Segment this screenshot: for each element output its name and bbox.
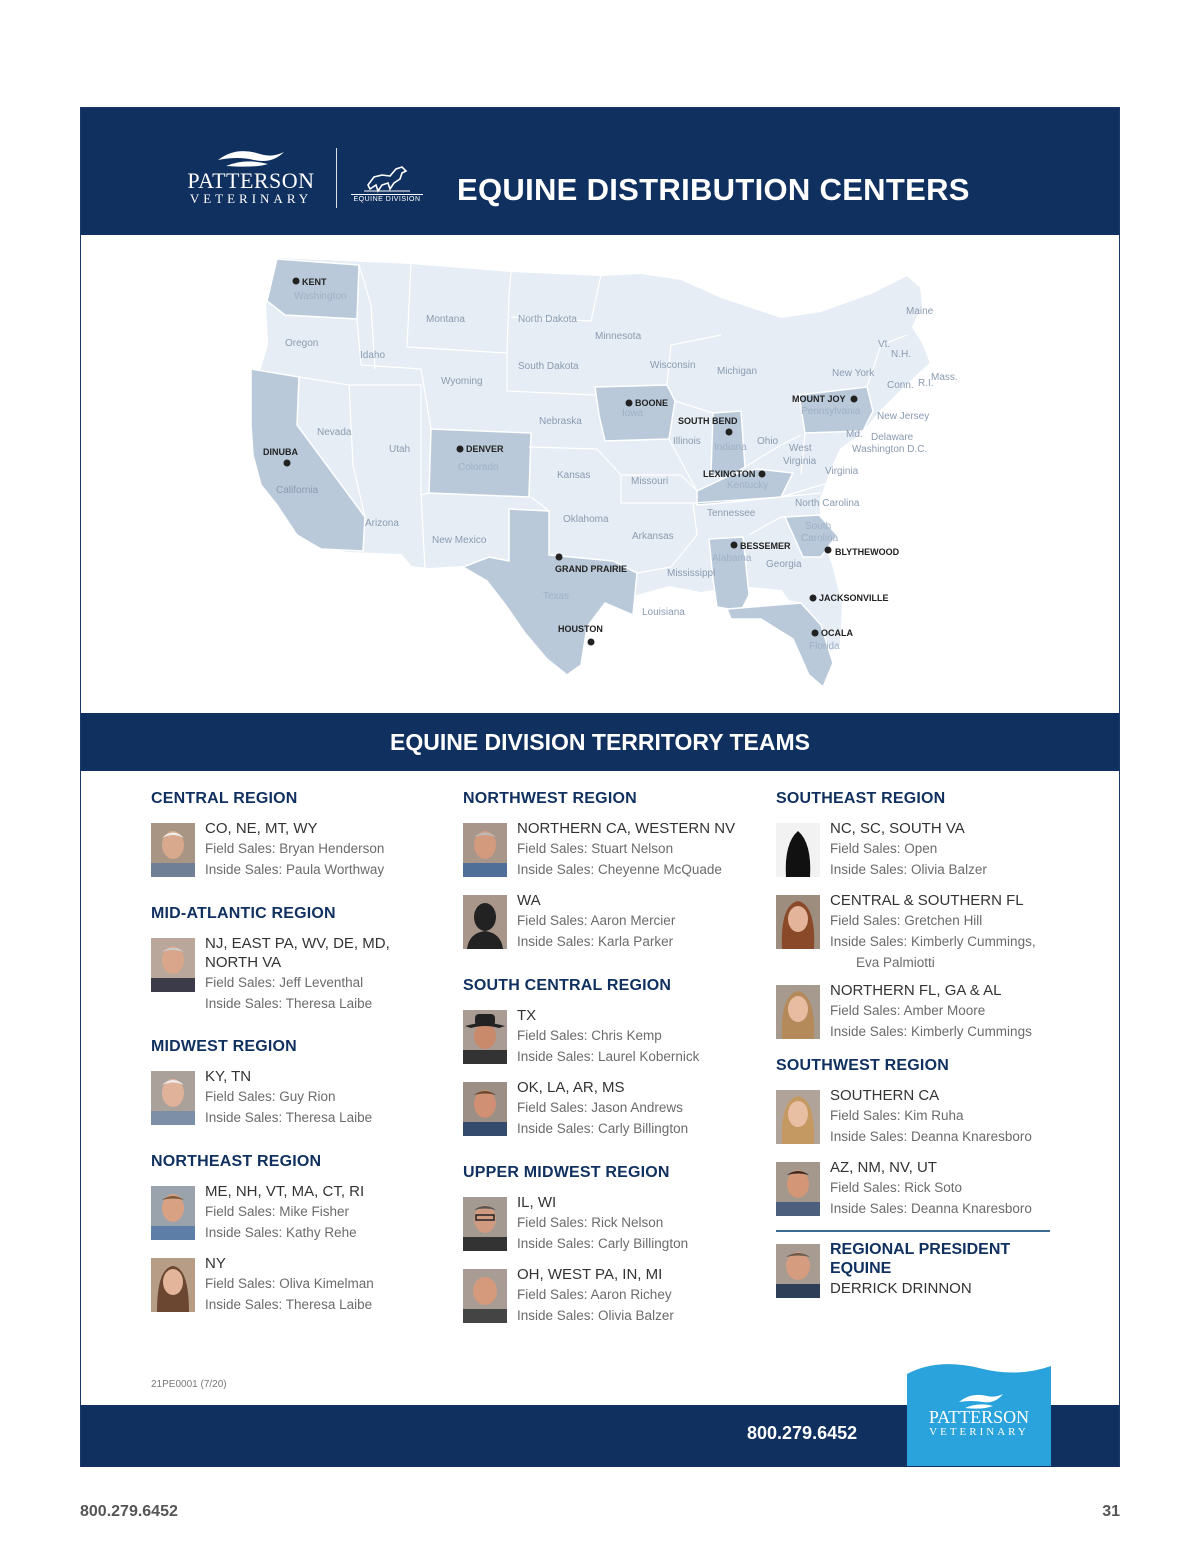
team-entry xyxy=(463,819,763,877)
svg-text:DINUBA: DINUBA xyxy=(263,447,298,457)
svg-text:Montana: Montana xyxy=(426,314,465,325)
brand-subtitle: VETERINARY xyxy=(189,191,313,206)
svg-text:Wisconsin: Wisconsin xyxy=(650,360,696,371)
inside-sales: Inside Sales: Theresa Laibe xyxy=(205,1297,373,1312)
territory: NY xyxy=(205,1255,226,1272)
svg-text:North Carolina: North Carolina xyxy=(795,498,860,509)
inside-sales: Inside Sales: Olivia Balzer xyxy=(830,862,987,877)
footer-phone[interactable]: 800.279.6452 xyxy=(747,1423,858,1443)
inside-sales: Inside Sales: Laurel Kobernick xyxy=(517,1049,700,1064)
form-code: 21PE0001 (7/20) xyxy=(151,1379,227,1390)
placeholder-silhouette xyxy=(463,895,507,949)
svg-text:Washington D.C.: Washington D.C. xyxy=(852,444,928,455)
equine-division-label: EQUINE DIVISION xyxy=(351,194,423,203)
person-photo xyxy=(463,1197,507,1251)
column-middle xyxy=(463,790,763,1337)
inside-sales: Inside Sales: Kimberly Cummings, xyxy=(830,934,1036,949)
svg-text:Michigan: Michigan xyxy=(717,366,758,377)
region-heading: SOUTH CENTRAL REGION xyxy=(463,977,672,994)
region-heading: NORTHWEST REGION xyxy=(463,790,637,807)
team-entry xyxy=(151,1254,451,1312)
svg-text:GRAND PRAIRIE: GRAND PRAIRIE xyxy=(555,564,628,574)
inside-sales: Inside Sales: Carly Billington xyxy=(517,1236,689,1251)
territory: WA xyxy=(517,892,541,909)
field-sales: Field Sales: Chris Kemp xyxy=(517,1028,662,1043)
team-entry xyxy=(776,1158,1076,1216)
person-photo xyxy=(151,938,195,992)
svg-text:New York: New York xyxy=(832,368,875,379)
swoosh-icon xyxy=(216,146,286,168)
svg-text:OCALA: OCALA xyxy=(821,628,853,638)
territory: NC, SC, SOUTH VA xyxy=(830,820,965,837)
person-photo xyxy=(463,1010,507,1064)
svg-text:Indiana: Indiana xyxy=(714,442,747,453)
inside-sales: Inside Sales: Paula Worthway xyxy=(205,862,385,877)
inside-sales: Inside Sales: Carly Billington xyxy=(517,1121,689,1136)
region-heading: SOUTHWEST REGION xyxy=(776,1057,949,1074)
president-entry xyxy=(776,1240,1076,1300)
territory-continued: NORTH VA xyxy=(205,954,282,971)
inside-sales: Inside Sales: Deanna Knaresboro xyxy=(830,1129,1032,1144)
territory: AZ, NM, NV, UT xyxy=(830,1159,937,1176)
team-entry xyxy=(151,1182,451,1240)
field-sales: Field Sales: Gretchen Hill xyxy=(830,913,983,928)
page-number: 31 xyxy=(1102,1503,1120,1520)
region-heading: MIDWEST REGION xyxy=(151,1038,297,1055)
page-title: EQUINE DISTRIBUTION CENTERS xyxy=(457,172,970,207)
inside-sales: Inside Sales: Kimberly Cummings xyxy=(830,1024,1032,1039)
field-sales: Field Sales: Oliva Kimelman xyxy=(205,1276,374,1291)
svg-text:South Dakota: South Dakota xyxy=(518,361,579,372)
team-entry xyxy=(776,1086,1076,1144)
field-sales: Field Sales: Mike Fisher xyxy=(205,1204,350,1219)
team-entry xyxy=(463,1193,763,1251)
flyer-frame xyxy=(80,107,1120,1467)
team-entry xyxy=(776,891,1076,970)
territory: NORTHERN FL, GA & AL xyxy=(830,982,1002,999)
svg-text:LEXINGTON: LEXINGTON xyxy=(703,469,756,479)
territory: SOUTHERN CA xyxy=(830,1087,940,1104)
field-sales: Field Sales: Jason Andrews xyxy=(517,1100,683,1115)
svg-text:Maine: Maine xyxy=(906,306,934,317)
page-phone: 800.279.6452 xyxy=(80,1503,178,1520)
field-sales: Field Sales: Rick Nelson xyxy=(517,1215,664,1230)
svg-text:Oklahoma: Oklahoma xyxy=(563,514,609,525)
person-photo xyxy=(151,1258,195,1312)
team-entry xyxy=(463,1265,763,1323)
placeholder-silhouette xyxy=(776,823,820,877)
inside-sales: Inside Sales: Olivia Balzer xyxy=(517,1308,674,1323)
svg-text:California: California xyxy=(276,485,319,496)
region-heading: NORTHEAST REGION xyxy=(151,1153,322,1170)
president-name: DERRICK DRINNON xyxy=(830,1280,972,1297)
svg-text:Minnesota: Minnesota xyxy=(595,331,642,342)
svg-text:HOUSTON: HOUSTON xyxy=(558,624,603,634)
territory: CENTRAL & SOUTHERN FL xyxy=(830,892,1024,909)
president-title-line2: EQUINE xyxy=(830,1260,892,1277)
svg-text:Idaho: Idaho xyxy=(360,350,386,361)
column-left xyxy=(151,790,451,1326)
territory: CO, NE, MT, WY xyxy=(205,820,318,837)
logo-divider xyxy=(336,148,337,208)
field-sales: Field Sales: Amber Moore xyxy=(830,1003,986,1018)
team-entry xyxy=(776,981,1076,1039)
us-map xyxy=(81,235,1119,713)
inside-sales: Inside Sales: Cheyenne McQuade xyxy=(517,862,722,877)
svg-text:New Jersey: New Jersey xyxy=(877,411,930,422)
person-photo xyxy=(151,1071,195,1125)
svg-text:N.H.: N.H. xyxy=(891,349,911,360)
footer-logo-text xyxy=(907,1408,1051,1438)
svg-text:North Dakota: North Dakota xyxy=(518,314,577,325)
horse-icon xyxy=(360,163,414,193)
svg-text:Nevada: Nevada xyxy=(317,427,352,438)
svg-text:Virginia: Virginia xyxy=(825,466,859,477)
team-entry xyxy=(776,819,1076,877)
distribution-map xyxy=(81,235,1119,713)
svg-text:Pennsylvania: Pennsylvania xyxy=(801,406,861,417)
person-photo xyxy=(463,823,507,877)
inside-sales: Inside Sales: Theresa Laibe xyxy=(205,996,373,1011)
svg-text:Mississippi: Mississippi xyxy=(667,568,716,579)
region-heading: MID-ATLANTIC REGION xyxy=(151,905,336,922)
svg-text:Ohio: Ohio xyxy=(757,436,779,447)
brand-name: PATTERSON xyxy=(187,168,315,193)
svg-text:BOONE: BOONE xyxy=(635,398,669,408)
svg-text:West: West xyxy=(789,443,812,454)
svg-text:DENVER: DENVER xyxy=(466,444,504,454)
person-photo xyxy=(776,895,820,949)
person-photo xyxy=(776,1244,820,1298)
svg-text:Florida: Florida xyxy=(809,641,840,652)
field-sales: Field Sales: Guy Rion xyxy=(205,1089,336,1104)
header-banner xyxy=(81,108,1119,235)
field-sales: Field Sales: Aaron Richey xyxy=(517,1287,672,1302)
svg-text:BLYTHEWOOD: BLYTHEWOOD xyxy=(835,547,900,557)
svg-text:BESSEMER: BESSEMER xyxy=(740,541,791,551)
territory: ME, NH, VT, MA, CT, RI xyxy=(205,1183,365,1200)
territory: IL, WI xyxy=(517,1194,557,1211)
svg-text:KENT: KENT xyxy=(302,277,327,287)
svg-text:JACKSONVILLE: JACKSONVILLE xyxy=(819,593,889,603)
svg-text:Arkansas: Arkansas xyxy=(632,531,674,542)
territory: OH, WEST PA, IN, MI xyxy=(517,1266,663,1283)
svg-text:Kentucky: Kentucky xyxy=(727,480,769,491)
column-right xyxy=(776,790,1076,1314)
svg-text:New Mexico: New Mexico xyxy=(432,535,487,546)
person-photo xyxy=(776,1090,820,1144)
region-heading: UPPER MIDWEST REGION xyxy=(463,1164,670,1181)
president-title: REGIONAL PRESIDENT xyxy=(830,1241,1011,1258)
svg-text:Missouri: Missouri xyxy=(631,476,669,487)
field-sales: Field Sales: Rick Soto xyxy=(830,1180,963,1195)
field-sales: Field Sales: Aaron Mercier xyxy=(517,913,676,928)
svg-text:Texas: Texas xyxy=(543,591,570,602)
field-sales: Field Sales: Kim Ruha xyxy=(830,1108,964,1123)
svg-text:Md.: Md. xyxy=(846,429,863,440)
teams-title: EQUINE DIVISION TERRITORY TEAMS xyxy=(389,729,811,755)
field-sales: Field Sales: Stuart Nelson xyxy=(517,841,674,856)
territory: KY, TN xyxy=(205,1068,252,1085)
svg-text:Mass.: Mass. xyxy=(931,372,958,383)
svg-text:Utah: Utah xyxy=(389,444,411,455)
svg-text:Oregon: Oregon xyxy=(285,338,319,349)
svg-text:MOUNT JOY: MOUNT JOY xyxy=(792,394,846,404)
region-heading: CENTRAL REGION xyxy=(151,790,298,807)
territory: NJ, EAST PA, WV, DE, MD, xyxy=(205,935,390,952)
section-divider xyxy=(776,1230,1050,1232)
svg-text:Georgia: Georgia xyxy=(766,559,802,570)
person-photo xyxy=(151,823,195,877)
inside-sales: Inside Sales: Kathy Rehe xyxy=(205,1225,357,1240)
patterson-logo xyxy=(181,146,321,206)
inside-sales: Inside Sales: Deanna Knaresboro xyxy=(830,1201,1032,1216)
svg-text:SOUTH BEND: SOUTH BEND xyxy=(678,416,738,426)
svg-text:Alabama: Alabama xyxy=(712,553,752,564)
svg-text:Delaware: Delaware xyxy=(871,432,914,443)
inside-sales: Inside Sales: Karla Parker xyxy=(517,934,674,949)
territory: TX xyxy=(517,1007,537,1024)
territory: NORTHERN CA, WESTERN NV xyxy=(517,820,736,837)
inside-sales-continued: Eva Palmiotti xyxy=(856,955,935,970)
svg-text:Conn.: Conn. xyxy=(887,380,914,391)
svg-text:Nebraska: Nebraska xyxy=(539,416,582,427)
svg-text:Louisiana: Louisiana xyxy=(642,607,685,618)
person-photo xyxy=(463,1082,507,1136)
equine-division-badge xyxy=(351,163,423,209)
svg-text:Virginia: Virginia xyxy=(783,456,817,467)
team-entry xyxy=(463,891,763,949)
person-photo xyxy=(776,1162,820,1216)
svg-text:Wyoming: Wyoming xyxy=(441,376,483,387)
footer-brand-name: PATTERSON xyxy=(928,1407,1030,1427)
team-entry xyxy=(463,1006,763,1064)
team-entry xyxy=(463,1078,763,1136)
teams-banner xyxy=(81,713,1119,771)
region-heading: SOUTHEAST REGION xyxy=(776,790,946,807)
team-entry xyxy=(151,934,451,1010)
svg-text:Carolina: Carolina xyxy=(801,533,839,544)
svg-text:Illinois: Illinois xyxy=(673,436,701,447)
svg-text:South: South xyxy=(805,521,832,532)
team-entry xyxy=(151,819,451,877)
person-photo xyxy=(776,985,820,1039)
svg-text:Vt.: Vt. xyxy=(878,339,891,350)
svg-text:R.I.: R.I. xyxy=(918,378,934,389)
footer-brand-subtitle: VETERINARY xyxy=(929,1426,1029,1438)
svg-text:Colorado: Colorado xyxy=(458,462,499,473)
person-photo xyxy=(463,1269,507,1323)
person-photo xyxy=(151,1186,195,1240)
svg-text:Tennessee: Tennessee xyxy=(707,508,756,519)
field-sales: Field Sales: Bryan Henderson xyxy=(205,841,385,856)
territory: OK, LA, AR, MS xyxy=(517,1079,625,1096)
field-sales: Field Sales: Open xyxy=(830,841,938,856)
state-washington xyxy=(267,259,359,319)
team-entry xyxy=(151,1067,451,1125)
svg-text:Washington: Washington xyxy=(294,291,347,302)
svg-text:Arizona: Arizona xyxy=(365,518,399,529)
svg-text:Iowa: Iowa xyxy=(622,408,644,419)
svg-text:Kansas: Kansas xyxy=(557,470,591,481)
inside-sales: Inside Sales: Theresa Laibe xyxy=(205,1110,373,1125)
field-sales: Field Sales: Jeff Leventhal xyxy=(205,975,364,990)
